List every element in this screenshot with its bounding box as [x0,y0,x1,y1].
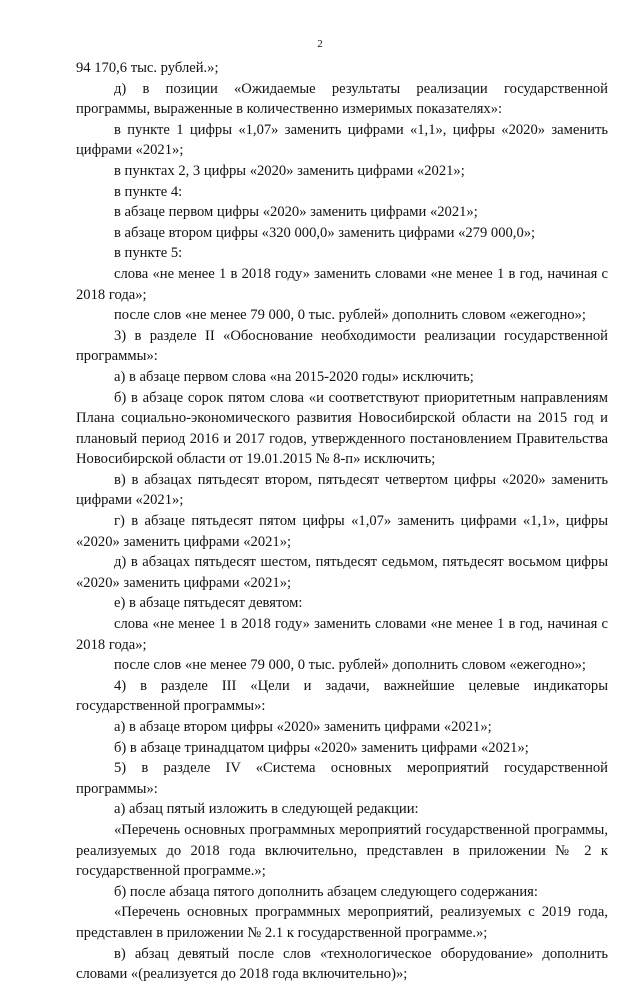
paragraph: в пункте 4: [114,183,183,200]
paragraph: а) в абзаце первом слова «на 2015-2020 годы» исключить; [114,368,474,385]
paragraph: после слов «не менее 79 000, 0 тыс. рублей» дополнить словом «ежегодно»; [114,307,586,324]
paragraph: в) абзац девятый после слов «технологическое оборудование» дополнить словами «(реализуется до 2018 года включительно)»; [76,945,608,983]
paragraph: 3) в разделе II «Обоснование необходимости реализации государственной программы»: [76,327,608,365]
paragraph: б) в абзаце тринадцатом цифры «2020» заменить цифрами «2021»; [114,739,529,756]
paragraph: в пункте 5: [114,245,183,262]
paragraph: б) после абзаца пятого дополнить абзацем следующего содержания: [114,883,538,900]
paragraph: 94 170,6 тыс. рублей.»; [76,60,219,76]
paragraph: слова «не менее 1 в 2018 году» заменить словами «не менее 1 в год, начиная с 2018 года»; [76,616,608,653]
paragraph: а) в абзаце втором цифры «2020» заменить цифрами «2021»; [114,719,492,735]
paragraph: г) в абзаце пятьдесят пятом цифры «1,07» заменить цифрами «1,1», цифры «2020» заменить цифрами «2021»; [76,513,608,550]
paragraph: слова «не менее 1 в 2018 году» заменить словами «не менее 1 в год, начиная с 2018 года»; [76,265,608,303]
paragraph: б) в абзаце сорок пятом слова «и соответствуют приоритетным направлениям Плана социально-экономического развития Новосибирской области на 2015 год и плановый период 2016 и 2017 годов, утвержденного постановлением Правительства Новосибирской области от 19.01.2015 № 8-п» исключить; [76,389,608,468]
document-body [76,58,608,985]
paragraph: после слов «не менее 79 000, 0 тыс. рублей» дополнить словом «ежегодно»; [114,657,586,674]
paragraph: е) в абзаце пятьдесят девятом: [114,595,303,612]
paragraph: в) в абзацах пятьдесят втором, пятьдесят четвертом цифры «2020» заменить цифрами «2021»; [76,471,608,509]
paragraph: «Перечень основных программных мероприятий государственной программы, реализуемых до 2018 года включительно, представлен в приложении № 2 к государственной программе.»; [76,821,608,880]
paragraph: а) абзац пятый изложить в следующей редакции: [114,801,419,818]
paragraph: в абзаце первом цифры «2020» заменить цифрами «2021»; [114,204,478,221]
paragraph: «Перечень основных программных мероприятий, реализуемых с 2019 года, представлен в приложении № 2.1 к государственной программе.»; [76,904,608,941]
paragraph: 4) в разделе III «Цели и задачи, важнейшие целевые индикаторы государственной программы»: [76,677,608,715]
paragraph: д) в абзацах пятьдесят шестом, пятьдесят седьмом, пятьдесят восьмом цифры «2020» заменить цифрами «2021»; [76,554,608,591]
paragraph: д) в позиции «Ожидаемые результаты реализации государственной программы, выраженные в количественно измеримых показателях»: [76,80,608,118]
paragraph: в абзаце втором цифры «320 000,0» заменить цифрами «279 000,0»; [114,224,536,241]
paragraph: в пунктах 2, 3 цифры «2020» заменить цифрами «2021»; [114,162,465,179]
page-number: 2 [317,38,323,50]
paragraph: в пункте 1 цифры «1,07» заменить цифрами «1,1», цифры «2020» заменить цифрами «2021»; [76,121,608,159]
paragraph: 5) в разделе IV «Система основных мероприятий государственной программы»: [76,760,608,797]
